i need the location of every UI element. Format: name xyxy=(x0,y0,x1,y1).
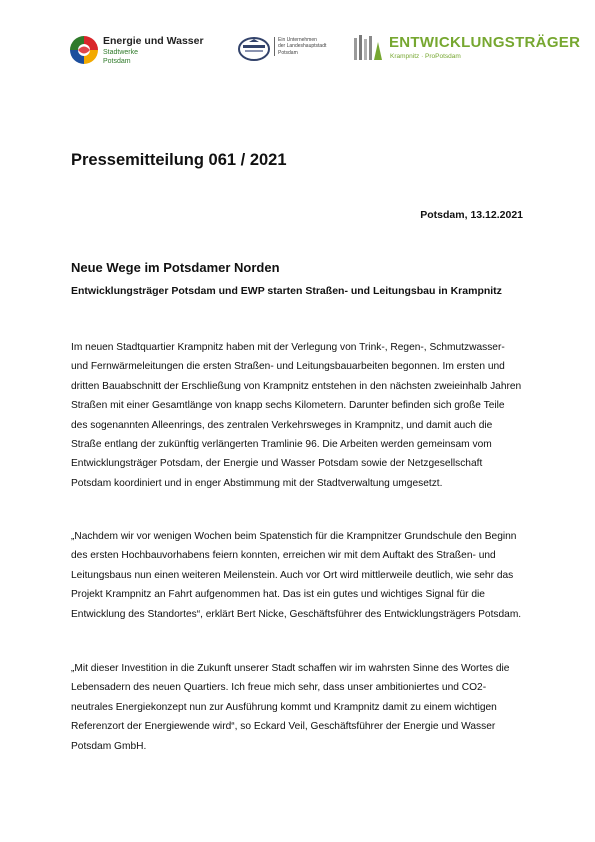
body-paragraph-3: „Mit dieser Investition in die Zukunft unserer Stadt schaffen wir im wahrsten Sinne des Wortes die Lebensadern des neuen Quartiers. Ich freue mich sehr, dass unser ambitioniertes und CO2-neutrales Energiekonzept nun zur Ausführung kommt und Krampnitz damit zu einem wichtigen Referenzort der Energiewende wird“, so Eckard Veil, Geschäftsführer der Energie und Wasser Potsdam GmbH. xyxy=(71,663,510,752)
body-paragraph-1: Im neuen Stadtquartier Krampnitz haben mit der Verlegung von Trink-, Regen-, Schmutzwasser- und Fernwärmeleitungen die ersten Straßen- und Leitungsbauarbeiten begonnen. Im ersten und dritten Bauabschnitt der Erschließung von Krampnitz entstehen in den nächsten zweieinhalb Jahren Straßen mit einer Gesamtlänge von knapp sechs Kilometern. Darunter befinden sich große Teile des sogenannten Alleenrings, des zentralen Verkehrsweges in Krampnitz, und damit auch die Straße entlang der zukünftig verlängerten Tramlinie 96. Die Arbeiten werden gemeinsam vom Entwicklungsträger Potsdam, der Energie und Wasser Potsdam sowie der Netzgesellschaft Potsdam koordiniert und in enger Abstimmung mit der Stadtverwaltung umgesetzt. xyxy=(71,342,522,489)
ewp-logo xyxy=(68,34,204,66)
landeshauptstadt-logo xyxy=(237,34,337,66)
subheadline: Entwicklungsträger Potsdam und EWP starten Straßen- und Leitungsbau in Krampnitz xyxy=(71,285,502,297)
entwicklungstraeger-logo xyxy=(352,34,581,66)
lh-logo-line-3: Potsdam xyxy=(278,49,298,56)
propotsdam-emblem-icon xyxy=(237,36,271,62)
dateline: Potsdam, 13.12.2021 xyxy=(420,209,523,221)
lh-logo-line-2: der Landeshauptstadt xyxy=(278,43,327,50)
entwicklungstraeger-mark-icon xyxy=(352,34,384,64)
lh-logo-line-1: Ein Unternehmen xyxy=(278,37,317,43)
ewp-logo-title: Energie und Wasser xyxy=(103,35,204,47)
headline: Neue Wege im Potsdamer Norden xyxy=(71,260,280,275)
body-paragraph-2: „Nachdem wir vor wenigen Wochen beim Spatenstich für die Krampnitzer Grundschule den Beginn des ersten Hochbauvorhabens feiern konnten, erreichen wir mit dem Auftakt des Straßen- und Leitungsbaus nun einen weiteren Meilenstein. Auch vor Ort wird mittlerweile deutlich, wie sehr das Projekt Krampnitz an Fahrt aufgenommen hat. Das ist ein gutes und wichtiges Signal für die Entwicklung des Standortes“, erklärt Bert Nicke, Geschäftsführer des Entwicklungsträgers Potsdam. xyxy=(71,531,522,620)
entwicklungstraeger-logo-subtitle: Krampnitz · ProPotsdam xyxy=(390,53,461,60)
ewp-logo-subtitle-1: Stadtwerke xyxy=(103,48,139,56)
entwicklungstraeger-logo-title: ENTWICKLUNGSTRÄGER xyxy=(389,34,581,51)
ewp-globe-icon xyxy=(68,34,100,66)
press-release-title: Pressemitteilung 061 / 2021 xyxy=(71,151,287,169)
ewp-logo-subtitle-2: Potsdam xyxy=(103,58,131,66)
